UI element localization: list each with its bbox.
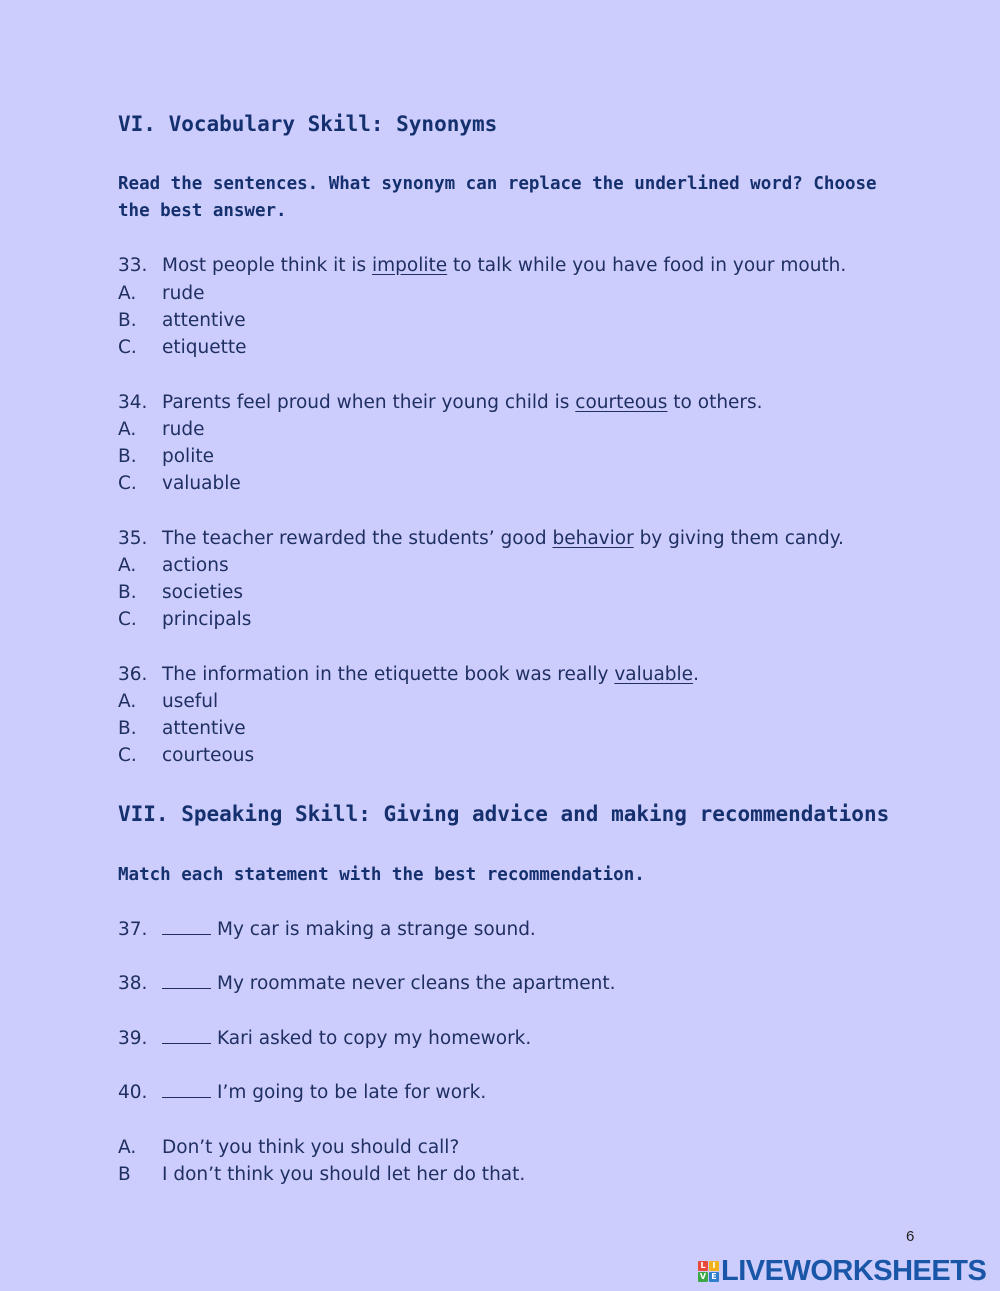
question-34 xyxy=(118,390,763,416)
underlined-word: impolite xyxy=(372,255,448,276)
question-text: . xyxy=(693,664,699,685)
section-7-title: VII. Speaking Skill: Giving advice and making recommendations xyxy=(118,802,890,826)
option-35-c[interactable] xyxy=(118,607,251,633)
question-text: to others. xyxy=(667,392,763,413)
answer-blank[interactable] xyxy=(162,972,211,989)
option-letter: A. xyxy=(118,283,137,304)
option-text: valuable xyxy=(162,473,241,494)
question-36 xyxy=(118,662,699,688)
liveworksheets-logo[interactable] xyxy=(698,1256,986,1286)
recommendation-b xyxy=(118,1162,525,1188)
question-text: Parents feel proud when their young child is xyxy=(162,392,576,413)
answer-blank[interactable] xyxy=(162,1027,211,1044)
statement-number: 38. xyxy=(118,973,148,994)
option-letter: B. xyxy=(118,310,137,331)
statement-40 xyxy=(118,1080,486,1106)
question-text: by giving them candy. xyxy=(633,528,844,549)
statement-number: 40. xyxy=(118,1082,148,1103)
option-text: attentive xyxy=(162,718,246,739)
question-text: The teacher rewarded the students’ good xyxy=(162,528,553,549)
statement-37 xyxy=(118,917,536,943)
question-number: 36. xyxy=(118,664,148,685)
option-35-b[interactable] xyxy=(118,580,243,606)
question-number: 33. xyxy=(118,255,148,276)
option-text: courteous xyxy=(162,745,255,766)
section-6-title: VI. Vocabulary Skill: Synonyms xyxy=(118,112,498,136)
answer-blank[interactable] xyxy=(162,1081,211,1098)
option-letter: C. xyxy=(118,609,137,630)
statement-39 xyxy=(118,1026,531,1052)
option-letter: A. xyxy=(118,691,137,712)
option-letter: B. xyxy=(118,582,137,603)
option-text: rude xyxy=(162,419,205,440)
option-36-c[interactable] xyxy=(118,743,254,769)
statement-text: My car is making a strange sound. xyxy=(217,919,536,940)
logo-letter: E xyxy=(709,1272,719,1282)
statement-number: 37. xyxy=(118,919,148,940)
option-text: rude xyxy=(162,283,205,304)
question-text: Most people think it is xyxy=(162,255,373,276)
option-text: etiquette xyxy=(162,337,247,358)
option-33-b[interactable] xyxy=(118,308,246,334)
option-text: actions xyxy=(162,555,229,576)
page-number: 6 xyxy=(906,1228,915,1245)
statement-text: My roommate never cleans the apartment. xyxy=(217,973,616,994)
section-7-instruction: Match each statement with the best recommendation. xyxy=(118,865,645,885)
underlined-word: behavior xyxy=(552,528,634,549)
option-text: polite xyxy=(162,446,214,467)
option-35-a[interactable] xyxy=(118,553,229,579)
statement-text: I’m going to be late for work. xyxy=(217,1082,487,1103)
option-33-a[interactable] xyxy=(118,281,204,307)
recommendation-text: Don’t you think you should call? xyxy=(162,1137,460,1158)
question-number: 35. xyxy=(118,528,148,549)
option-text: useful xyxy=(162,691,219,712)
logo-letter: I xyxy=(709,1261,719,1271)
statement-text: Kari asked to copy my homework. xyxy=(217,1028,532,1049)
option-34-b[interactable] xyxy=(118,444,214,470)
recommendation-text: I don’t think you should let her do that. xyxy=(162,1164,526,1185)
option-36-b[interactable] xyxy=(118,716,246,742)
statement-38 xyxy=(118,971,616,997)
question-number: 34. xyxy=(118,392,148,413)
recommendation-letter: A. xyxy=(118,1137,137,1158)
option-36-a[interactable] xyxy=(118,689,218,715)
option-letter: C. xyxy=(118,745,137,766)
logo-text: LIVEWORKSHEETS xyxy=(721,1255,987,1287)
option-34-c[interactable] xyxy=(118,471,241,497)
option-text: principals xyxy=(162,609,252,630)
option-text: societies xyxy=(162,582,244,603)
recommendation-letter: B xyxy=(118,1164,131,1185)
question-33 xyxy=(118,253,846,279)
answer-blank[interactable] xyxy=(162,918,211,935)
question-text: to talk while you have food in your mouth. xyxy=(447,255,847,276)
question-text: The information in the etiquette book was really xyxy=(162,664,615,685)
recommendation-a xyxy=(118,1135,459,1161)
logo-letter: V xyxy=(699,1271,707,1281)
option-letter: C. xyxy=(118,337,137,358)
option-33-c[interactable] xyxy=(118,335,247,361)
option-letter: B. xyxy=(118,446,137,467)
underlined-word: valuable xyxy=(614,664,694,685)
option-letter: C. xyxy=(118,473,137,494)
section-6-instruction: Read the sentences. What synonym can replace the underlined word? Choose the best answer. xyxy=(118,174,877,221)
option-text: attentive xyxy=(162,310,246,331)
option-letter: B. xyxy=(118,718,137,739)
option-34-a[interactable] xyxy=(118,417,204,443)
statement-number: 39. xyxy=(118,1028,148,1049)
underlined-word: courteous xyxy=(575,392,668,413)
option-letter: A. xyxy=(118,555,137,576)
option-letter: A. xyxy=(118,419,137,440)
logo-icon xyxy=(698,1261,719,1282)
question-35 xyxy=(118,526,844,552)
logo-letter: L xyxy=(698,1261,708,1271)
